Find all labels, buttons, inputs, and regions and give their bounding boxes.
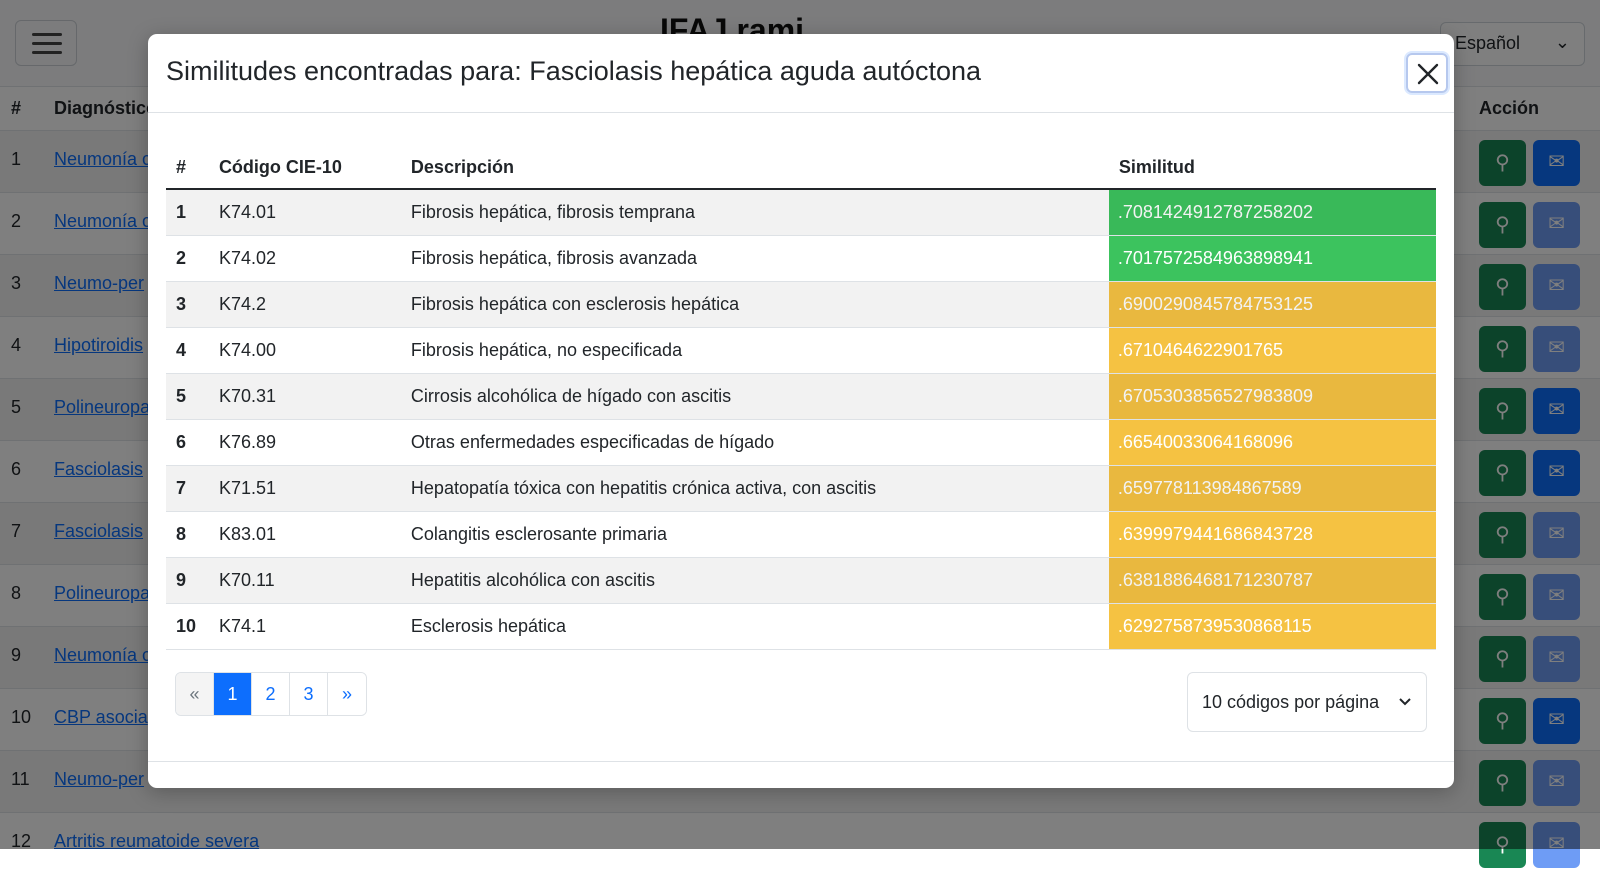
- row-description: Hepatitis alcohólica con ascitis: [401, 557, 1109, 603]
- row-index: 2: [166, 235, 209, 281]
- row-description: Hepatopatía tóxica con hepatitis crónica activa, con ascitis: [401, 465, 1109, 511]
- table-row: [166, 465, 1436, 511]
- table-row: [166, 281, 1436, 327]
- table-header-row: [166, 146, 1436, 189]
- row-description: Otras enfermedades especificadas de hígado: [401, 419, 1109, 465]
- row-index: 8: [166, 511, 209, 557]
- row-code: K70.31: [209, 373, 401, 419]
- table-row: [166, 557, 1436, 603]
- chevron-down-icon: [1398, 691, 1412, 712]
- row-code: K83.01: [209, 511, 401, 557]
- table-row: [166, 235, 1436, 281]
- modal-header: [148, 34, 1454, 113]
- row-similarity: .6292758739530868115: [1109, 603, 1436, 649]
- similarity-modal: [148, 34, 1454, 788]
- row-index: 4: [166, 327, 209, 373]
- header-code: Código CIE-10: [209, 146, 401, 189]
- row-index: 3: [166, 281, 209, 327]
- table-row: [166, 189, 1436, 235]
- row-similarity: .7017572584963898941: [1109, 235, 1436, 281]
- table-row: [166, 327, 1436, 373]
- per-page-value: 10 códigos por página: [1202, 692, 1380, 712]
- row-code: K74.2: [209, 281, 401, 327]
- pagination-next[interactable]: »: [328, 673, 366, 715]
- results-body: [166, 189, 1436, 649]
- row-index: 10: [166, 603, 209, 649]
- row-index: 5: [166, 373, 209, 419]
- modal-footer: [148, 761, 1454, 789]
- row-similarity: .6900290845784753125: [1109, 281, 1436, 327]
- table-row: [166, 603, 1436, 649]
- table-row: [166, 373, 1436, 419]
- row-code: K74.00: [209, 327, 401, 373]
- pagination-page-3[interactable]: 3: [290, 673, 328, 715]
- row-similarity: .6705303856527983809: [1109, 373, 1436, 419]
- row-description: Fibrosis hepática, fibrosis temprana: [401, 189, 1109, 235]
- row-code: K74.02: [209, 235, 401, 281]
- pagination: [175, 672, 367, 716]
- pagination-prev[interactable]: «: [176, 673, 214, 715]
- row-index: 9: [166, 557, 209, 603]
- close-button[interactable]: [1406, 53, 1448, 93]
- pagination-page-1[interactable]: 1: [214, 673, 252, 715]
- row-description: Colangitis esclerosante primaria: [401, 511, 1109, 557]
- row-code: K74.1: [209, 603, 401, 649]
- similarity-results-table: [166, 146, 1436, 650]
- row-similarity: .6381886468171230787: [1109, 557, 1436, 603]
- row-description: Cirrosis alcohólica de hígado con ascitis: [401, 373, 1109, 419]
- header-index: #: [166, 146, 209, 189]
- header-similarity: Similitud: [1109, 146, 1436, 189]
- close-icon: [1417, 63, 1439, 85]
- row-code: K74.01: [209, 189, 401, 235]
- row-similarity: .7081424912787258202: [1109, 189, 1436, 235]
- modal-title: Similitudes encontradas para: Fasciolasis hepática aguda autóctona: [166, 56, 981, 86]
- row-index: 1: [166, 189, 209, 235]
- table-row: [166, 511, 1436, 557]
- table-row: [166, 419, 1436, 465]
- row-similarity: .659778113984867589: [1109, 465, 1436, 511]
- row-description: Fibrosis hepática, fibrosis avanzada: [401, 235, 1109, 281]
- row-description: Esclerosis hepática: [401, 603, 1109, 649]
- row-description: Fibrosis hepática, no especificada: [401, 327, 1109, 373]
- row-index: 7: [166, 465, 209, 511]
- row-index: 6: [166, 419, 209, 465]
- pagination-page-2[interactable]: 2: [252, 673, 290, 715]
- row-similarity: .6399979441686843728: [1109, 511, 1436, 557]
- row-code: K71.51: [209, 465, 401, 511]
- row-code: K70.11: [209, 557, 401, 603]
- row-description: Fibrosis hepática con esclerosis hepática: [401, 281, 1109, 327]
- row-similarity: .6710464622901765: [1109, 327, 1436, 373]
- per-page-select[interactable]: [1187, 672, 1427, 732]
- header-description: Descripción: [401, 146, 1109, 189]
- row-code: K76.89: [209, 419, 401, 465]
- row-similarity: .66540033064168096: [1109, 419, 1436, 465]
